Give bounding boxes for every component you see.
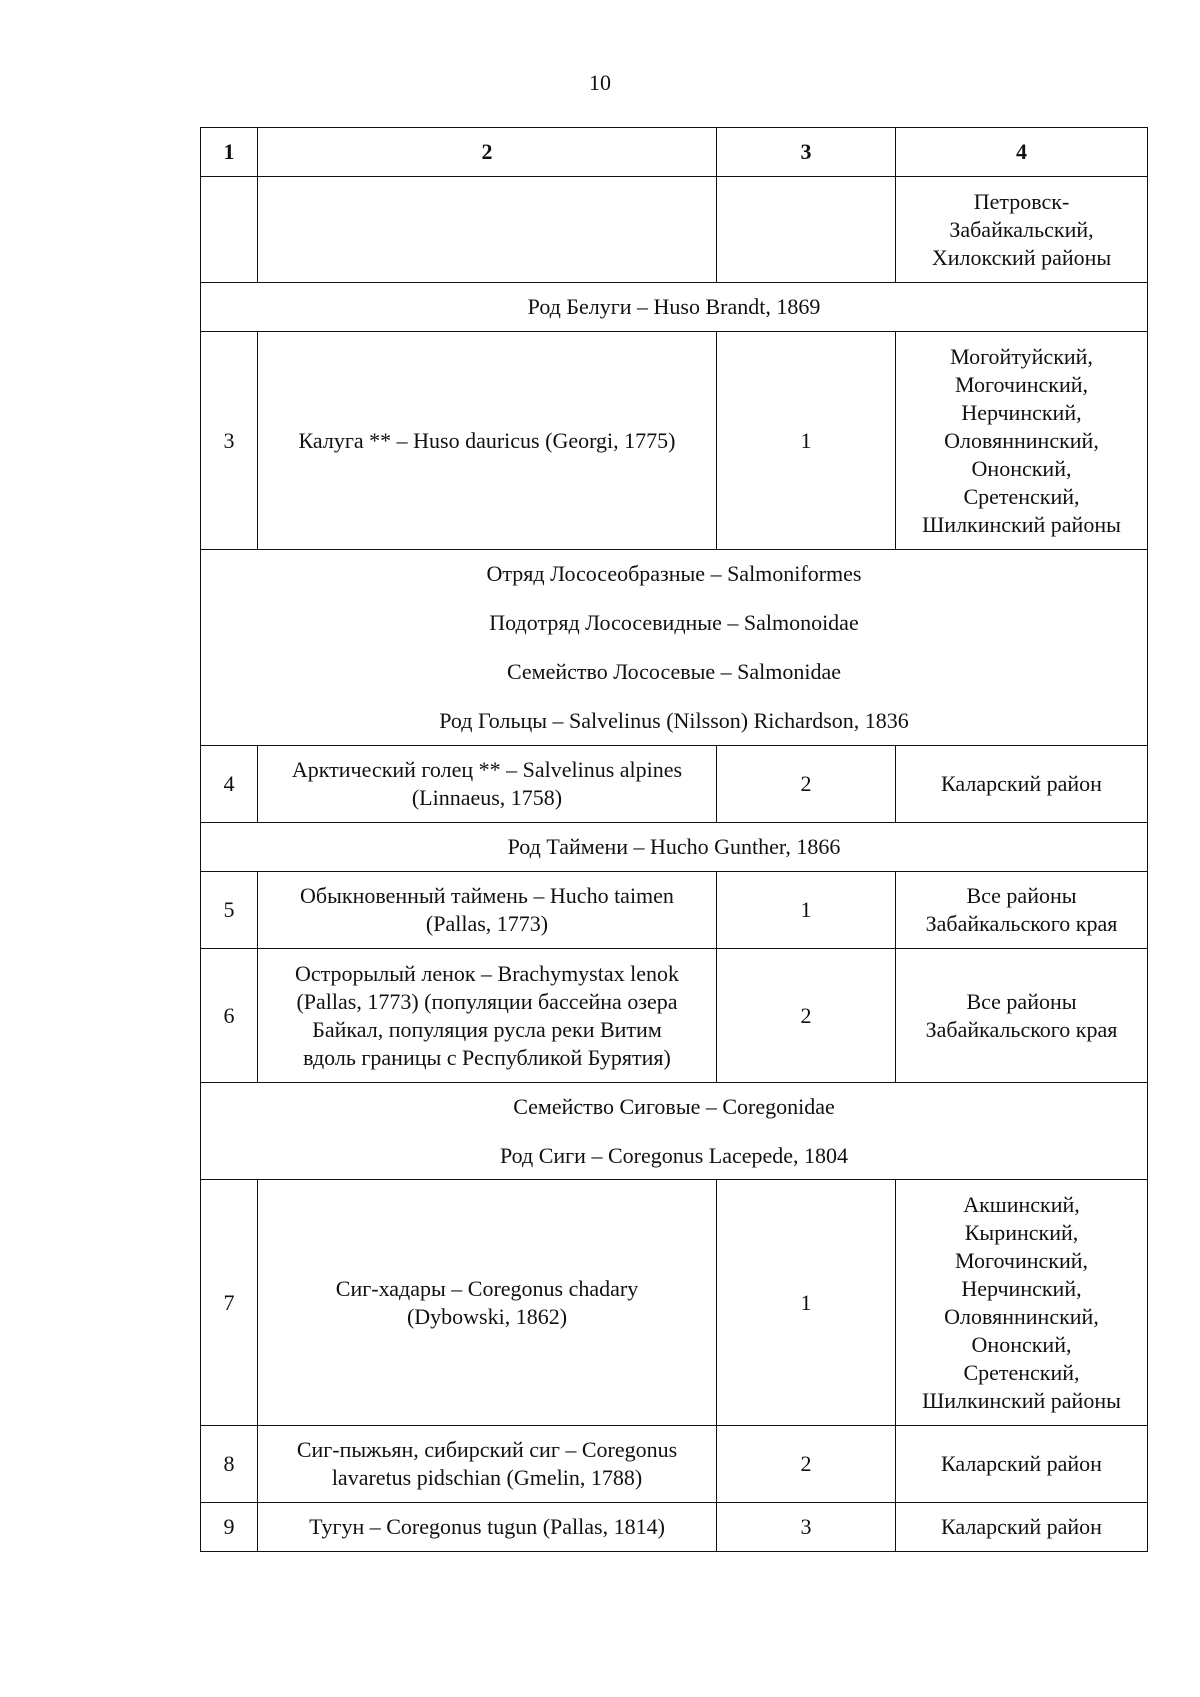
districts-line: Оловяннинский,: [944, 1303, 1099, 1329]
districts-cell: [896, 872, 1148, 949]
districts-line: Нерчинский,: [961, 399, 1082, 425]
taxon-heading: Подотряд Лососевидные – Salmonoidae: [489, 610, 859, 635]
column-header-districts: 4: [896, 128, 1148, 177]
districts-line: Все районы: [966, 883, 1077, 908]
species-name-line: вдоль границы с Республикой Бурятия): [303, 1044, 671, 1070]
districts-line: Хилокский районы: [931, 244, 1112, 270]
species-name-line: (Dybowski, 1862): [406, 1303, 568, 1329]
districts-line: Забайкальского края: [925, 911, 1118, 936]
species-row: [201, 1180, 1148, 1426]
continued-row: [201, 177, 1148, 283]
districts-cell: [896, 1426, 1148, 1503]
category-cell: 2: [717, 1426, 896, 1503]
districts-line: Каларский район: [941, 1451, 1102, 1476]
category-cell: 2: [717, 746, 896, 823]
species-cell: [258, 332, 717, 550]
species-row: [201, 746, 1148, 823]
taxon-group-cell: [201, 823, 1148, 872]
species-name-line: Обыкновенный таймень – Hucho taimen: [300, 883, 674, 908]
taxon-heading: Род Сиги – Coregonus Lacepede, 1804: [499, 1142, 849, 1168]
districts-line: Могочинский,: [954, 1247, 1089, 1273]
row-number-cell: [201, 177, 258, 283]
species-name-line: lavaretus pidschian (Gmelin, 1788): [331, 1465, 643, 1490]
districts-line: Шилкинский районы: [922, 511, 1121, 537]
taxon-group-row: [201, 823, 1148, 872]
species-name-line: Тугун – Coregonus tugun (Pallas, 1814): [309, 1514, 665, 1539]
taxon-group-cell: [201, 283, 1148, 332]
districts-line: Ононский,: [971, 1331, 1072, 1357]
row-number-cell: 5: [201, 872, 258, 949]
species-cell: [258, 177, 717, 283]
taxon-heading: Семейство Лососевые – Salmonidae: [506, 659, 842, 684]
taxon-heading: Род Гольцы – Salvelinus (Nilsson) Richardson, 1836: [439, 708, 909, 733]
species-name-line: (Pallas, 1773): [425, 911, 549, 936]
red-book-table: [200, 127, 1148, 1552]
category-cell: 1: [717, 332, 896, 550]
row-number-cell: 9: [201, 1503, 258, 1552]
species-name-line: Калуга ** – Huso dauricus (Georgi, 1775): [298, 427, 676, 453]
row-number-cell: 3: [201, 332, 258, 550]
species-row: [201, 1503, 1148, 1552]
taxon-group-row: [201, 283, 1148, 332]
taxon-heading: Род Белуги – Huso Brandt, 1869: [527, 294, 821, 319]
districts-line: Акшинский,: [963, 1191, 1080, 1217]
taxon-heading: Род Таймени – Hucho Gunther, 1866: [507, 834, 841, 859]
category-cell: 2: [717, 949, 896, 1083]
species-name-line: (Pallas, 1773) (популяции бассейна озера: [296, 988, 678, 1014]
species-cell: [258, 1180, 717, 1426]
districts-line: Все районы: [966, 988, 1077, 1014]
taxon-heading: Отряд Лососеобразные – Salmoniformes: [486, 561, 862, 586]
row-number-cell: 7: [201, 1180, 258, 1426]
column-header-number: 1: [201, 128, 258, 177]
species-cell: [258, 949, 717, 1083]
species-cell: [258, 1426, 717, 1503]
species-row: [201, 332, 1148, 550]
species-name-line: Сиг-пыжьян, сибирский сиг – Coregonus: [296, 1437, 678, 1462]
districts-line: Шилкинский районы: [922, 1387, 1121, 1413]
districts-cell: [896, 1503, 1148, 1552]
districts-line: Забайкальский,: [949, 216, 1094, 242]
districts-line: Оловяннинский,: [944, 427, 1099, 453]
districts-line: Кыринский,: [964, 1219, 1079, 1245]
taxon-group-cell: [201, 550, 1148, 746]
taxon-group-row: [201, 550, 1148, 746]
districts-cell: [896, 177, 1148, 283]
districts-cell: [896, 1180, 1148, 1426]
column-header-category: 3: [717, 128, 896, 177]
species-cell: [258, 1503, 717, 1552]
species-row: [201, 1426, 1148, 1503]
row-number-cell: 4: [201, 746, 258, 823]
row-number-cell: 6: [201, 949, 258, 1083]
districts-line: Сретенский,: [963, 483, 1080, 509]
districts-cell: [896, 949, 1148, 1083]
category-cell: 3: [717, 1503, 896, 1552]
species-name-line: Арктический голец ** – Salvelinus alpines: [291, 757, 683, 782]
row-number-cell: 8: [201, 1426, 258, 1503]
taxon-group-cell: [201, 1083, 1148, 1180]
districts-line: Забайкальского края: [925, 1016, 1118, 1042]
header-row: [201, 128, 1148, 177]
category-cell: 1: [717, 872, 896, 949]
species-row: [201, 949, 1148, 1083]
species-cell: [258, 872, 717, 949]
districts-line: Петровск-: [973, 188, 1070, 214]
species-cell: [258, 746, 717, 823]
species-name-line: (Linnaeus, 1758): [411, 785, 563, 810]
taxon-heading: Семейство Сиговые – Coregonidae: [513, 1093, 835, 1119]
column-header-species: 2: [258, 128, 717, 177]
species-row: [201, 872, 1148, 949]
taxon-group-row: [201, 1083, 1148, 1180]
species-name-line: Острорылый ленок – Brachymystax lenok: [294, 960, 679, 986]
districts-line: Могойтуйский,: [950, 343, 1093, 369]
page-number: 10: [589, 70, 611, 95]
species-name-line: Байкал, популяция русла реки Витим: [312, 1016, 662, 1042]
districts-line: Каларский район: [941, 771, 1102, 796]
districts-line: Сретенский,: [963, 1359, 1080, 1385]
districts-line: Нерчинский,: [961, 1275, 1082, 1301]
districts-cell: [896, 332, 1148, 550]
districts-cell: [896, 746, 1148, 823]
species-name-line: Сиг-хадары – Coregonus chadary: [335, 1275, 639, 1301]
category-cell: [717, 177, 896, 283]
districts-line: Могочинский,: [954, 371, 1089, 397]
districts-line: Каларский район: [941, 1514, 1102, 1539]
districts-line: Ононский,: [971, 455, 1072, 481]
category-cell: 1: [717, 1180, 896, 1426]
